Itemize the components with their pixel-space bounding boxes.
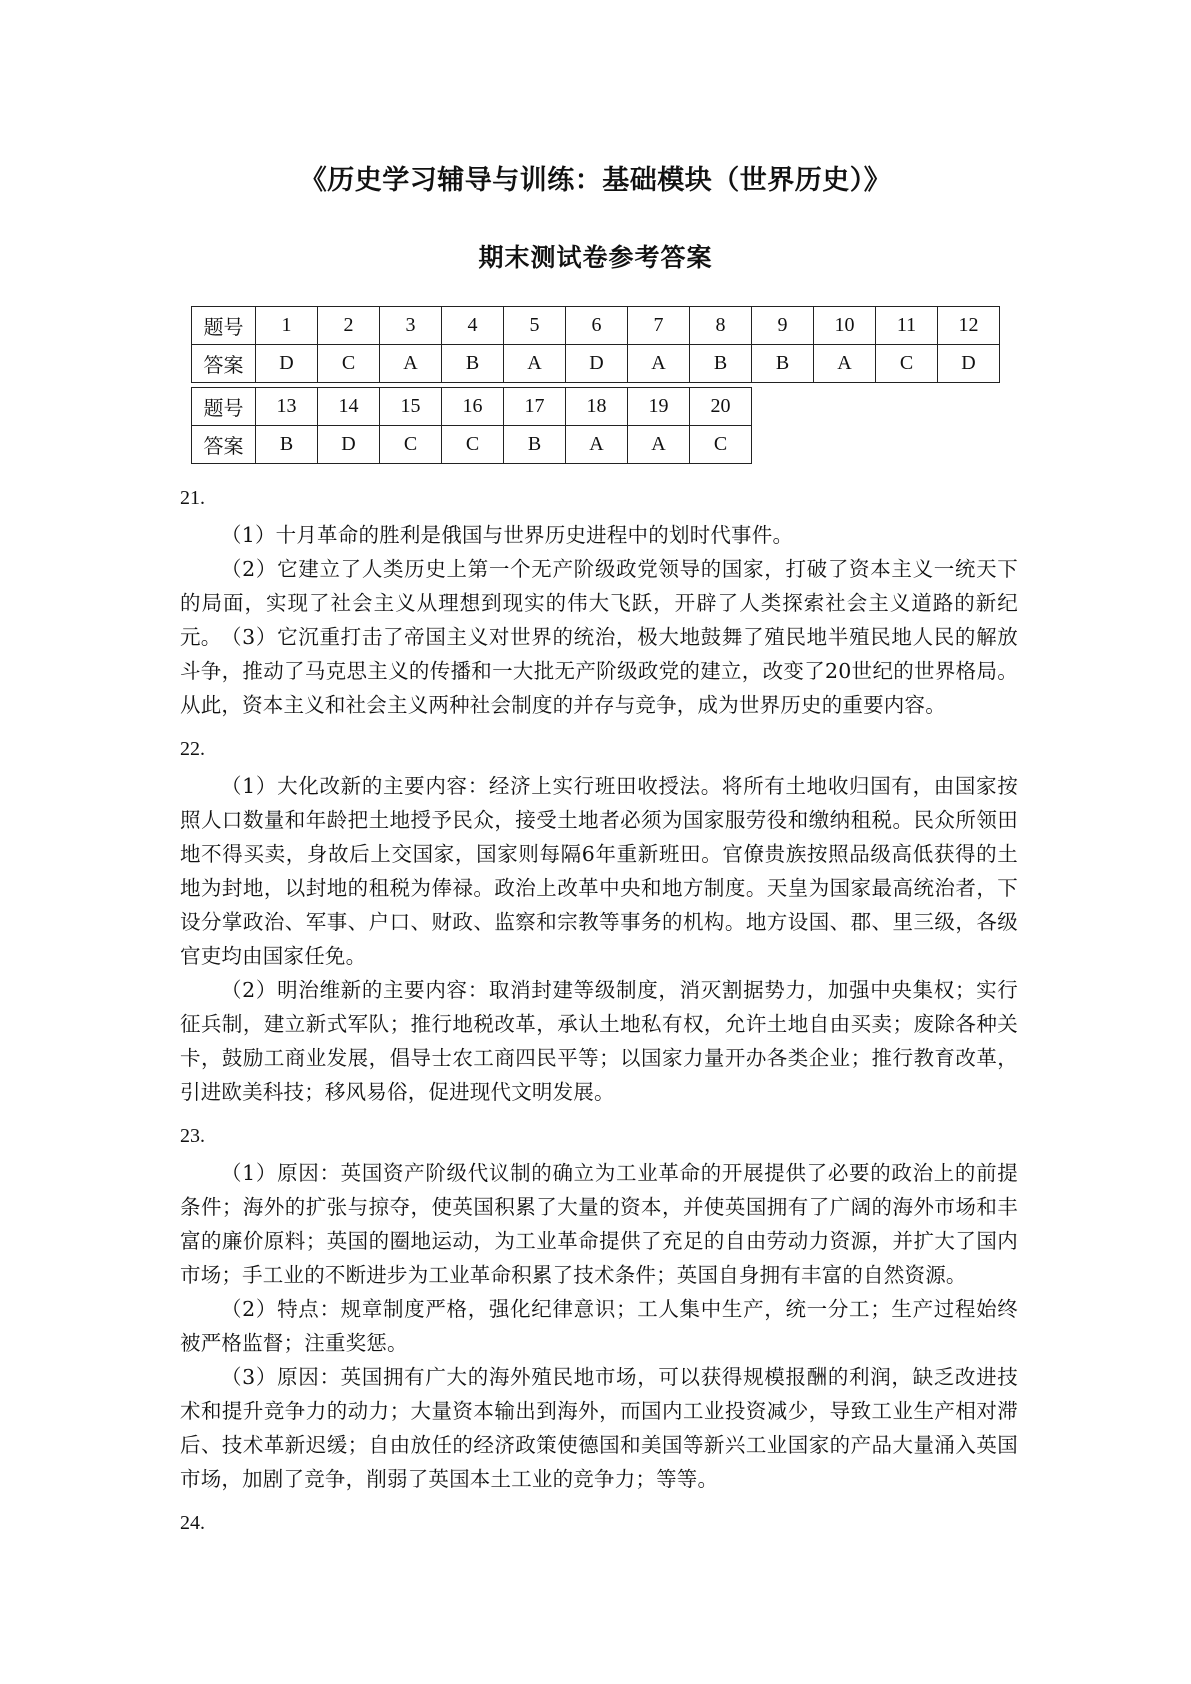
question-number-cell: 8 — [690, 307, 752, 345]
answer-cell: B — [752, 345, 814, 383]
answer-paragraph: （1）十月革命的胜利是俄国与世界历史进程中的划时代事件。 — [221, 523, 794, 547]
answer-table-1 — [191, 306, 1000, 383]
question-number-cell: 12 — [938, 307, 1000, 345]
question-number: 21. — [180, 487, 205, 509]
answer-header: 答案 — [192, 345, 256, 383]
question-number-cell: 10 — [814, 307, 876, 345]
answer-paragraph: （1）大化改新的主要内容：经济上实行班田收授法。将所有土地收归国有，由国家按照人口数量和年龄把土地授予民众，接受土地者必须为国家服劳役和缴纳租税。民众所领田地不得买卖，身故后上交国家，国家则每隔6年重新班田。官僚贵族按照品级高低获得的土地为封地，以封地的租税为俸禄。政治上改革中央和地方制度。天皇为国家最高统治者，下设分掌政治、军事、户口、财政、监察和宗教等事务的机构。地方设国、郡、里三级，各级官吏均由国家任免。 — [180, 774, 1018, 968]
question-number-cell: 9 — [752, 307, 814, 345]
question-number-cell: 5 — [504, 307, 566, 345]
question-number-cell: 20 — [690, 388, 752, 426]
answer-row — [192, 345, 1000, 383]
answer-cell: A — [504, 345, 566, 383]
question-number-cell: 4 — [442, 307, 504, 345]
question-number: 24. — [180, 1512, 205, 1534]
question-number-cell: 13 — [256, 388, 318, 426]
question-number-header: 题号 — [192, 307, 256, 345]
answer-cell: B — [256, 426, 318, 464]
answer-cell: D — [938, 345, 1000, 383]
question-number-cell: 16 — [442, 388, 504, 426]
answer-paragraph: （1）原因：英国资产阶级代议制的确立为工业革命的开展提供了必要的政治上的前提条件；海外的扩张与掠夺，使英国积累了大量的资本，并使英国拥有了广阔的海外市场和丰富的廉价原料；英国的圈地运动，为工业革命提供了充足的自由劳动力资源，并扩大了国内市场；手工业的不断进步为工业革命积累了技术条件；英国自身拥有丰富的自然资源。 — [180, 1161, 1018, 1287]
question-number-cell: 17 — [504, 388, 566, 426]
answer-table-2 — [191, 387, 752, 464]
answer-paragraph: （3）原因：英国拥有广大的海外殖民地市场，可以获得规模报酬的利润，缺乏改进技术和提升竞争力的动力；大量资本输出到海外，而国内工业投资减少，导致工业生产相对滞后、技术革新迟缓；自由放任的经济政策使德国和美国等新兴工业国家的产品大量涌入英国市场，加剧了竞争，削弱了英国本土工业的竞争力；等等。 — [180, 1365, 1018, 1491]
question-number-cell: 19 — [628, 388, 690, 426]
answer-header: 答案 — [192, 426, 256, 464]
answer-row — [192, 426, 752, 464]
answer-cell: D — [256, 345, 318, 383]
answer-cell: A — [628, 426, 690, 464]
answer-cell: A — [628, 345, 690, 383]
answer-paragraph: （2）它建立了人类历史上第一个无产阶级政党领导的国家，打破了资本主义一统天下的局面，实现了社会主义从理想到现实的伟大飞跃，开辟了人类探索社会主义道路的新纪元。 — [180, 557, 1018, 649]
question-number-cell: 14 — [318, 388, 380, 426]
question-number-row — [192, 388, 752, 426]
question-number-cell: 11 — [876, 307, 938, 345]
answer-cell: B — [442, 345, 504, 383]
answer-cell: C — [442, 426, 504, 464]
answer-cell: C — [318, 345, 380, 383]
document-subtitle: 期末测试卷参考答案 — [478, 243, 713, 272]
answer-cell: C — [876, 345, 938, 383]
answer-cell: A — [380, 345, 442, 383]
question-number-cell: 2 — [318, 307, 380, 345]
answer-cell: A — [814, 345, 876, 383]
question-number: 23. — [180, 1125, 205, 1147]
answer-cell: A — [566, 426, 628, 464]
document-title: 《历史学习辅导与训练：基础模块（世界历史）》 — [299, 165, 892, 196]
answer-paragraph: （2）特点：规章制度严格，强化纪律意识；工人集中生产，统一分工；生产过程始终被严格监督；注重奖惩。 — [180, 1297, 1018, 1355]
question-number-row — [192, 307, 1000, 345]
question-number-cell: 6 — [566, 307, 628, 345]
question-number-cell: 3 — [380, 307, 442, 345]
answer-cell: B — [504, 426, 566, 464]
answer-cell: B — [690, 345, 752, 383]
answer-cell: C — [380, 426, 442, 464]
answer-paragraph: （2）明治维新的主要内容：取消封建等级制度，消灭割据势力，加强中央集权；实行征兵制，建立新式军队；推行地税改革，承认土地私有权，允许土地自由买卖；废除各种关卡，鼓励工商业发展，倡导士农工商四民平等；以国家力量开办各类企业；推行教育改革，引进欧美科技；移风易俗，促进现代文明发展。 — [180, 978, 1018, 1104]
question-number-cell: 7 — [628, 307, 690, 345]
answer-cell: C — [690, 426, 752, 464]
question-number: 22. — [180, 738, 205, 760]
answer-cell: D — [566, 345, 628, 383]
question-number-cell: 15 — [380, 388, 442, 426]
question-number-cell: 1 — [256, 307, 318, 345]
question-number-header: 题号 — [192, 388, 256, 426]
question-number-cell: 18 — [566, 388, 628, 426]
answer-paragraph: （3）它沉重打击了帝国主义对世界的统治，极大地鼓舞了殖民地半殖民地人民的解放斗争，推动了马克思主义的传播和一大批无产阶级政党的建立，改变了20世纪的世界格局。从此，资本主义和社会主义两种社会制度的并存与竞争，成为世界历史的重要内容。 — [180, 625, 1018, 717]
answer-cell: D — [318, 426, 380, 464]
